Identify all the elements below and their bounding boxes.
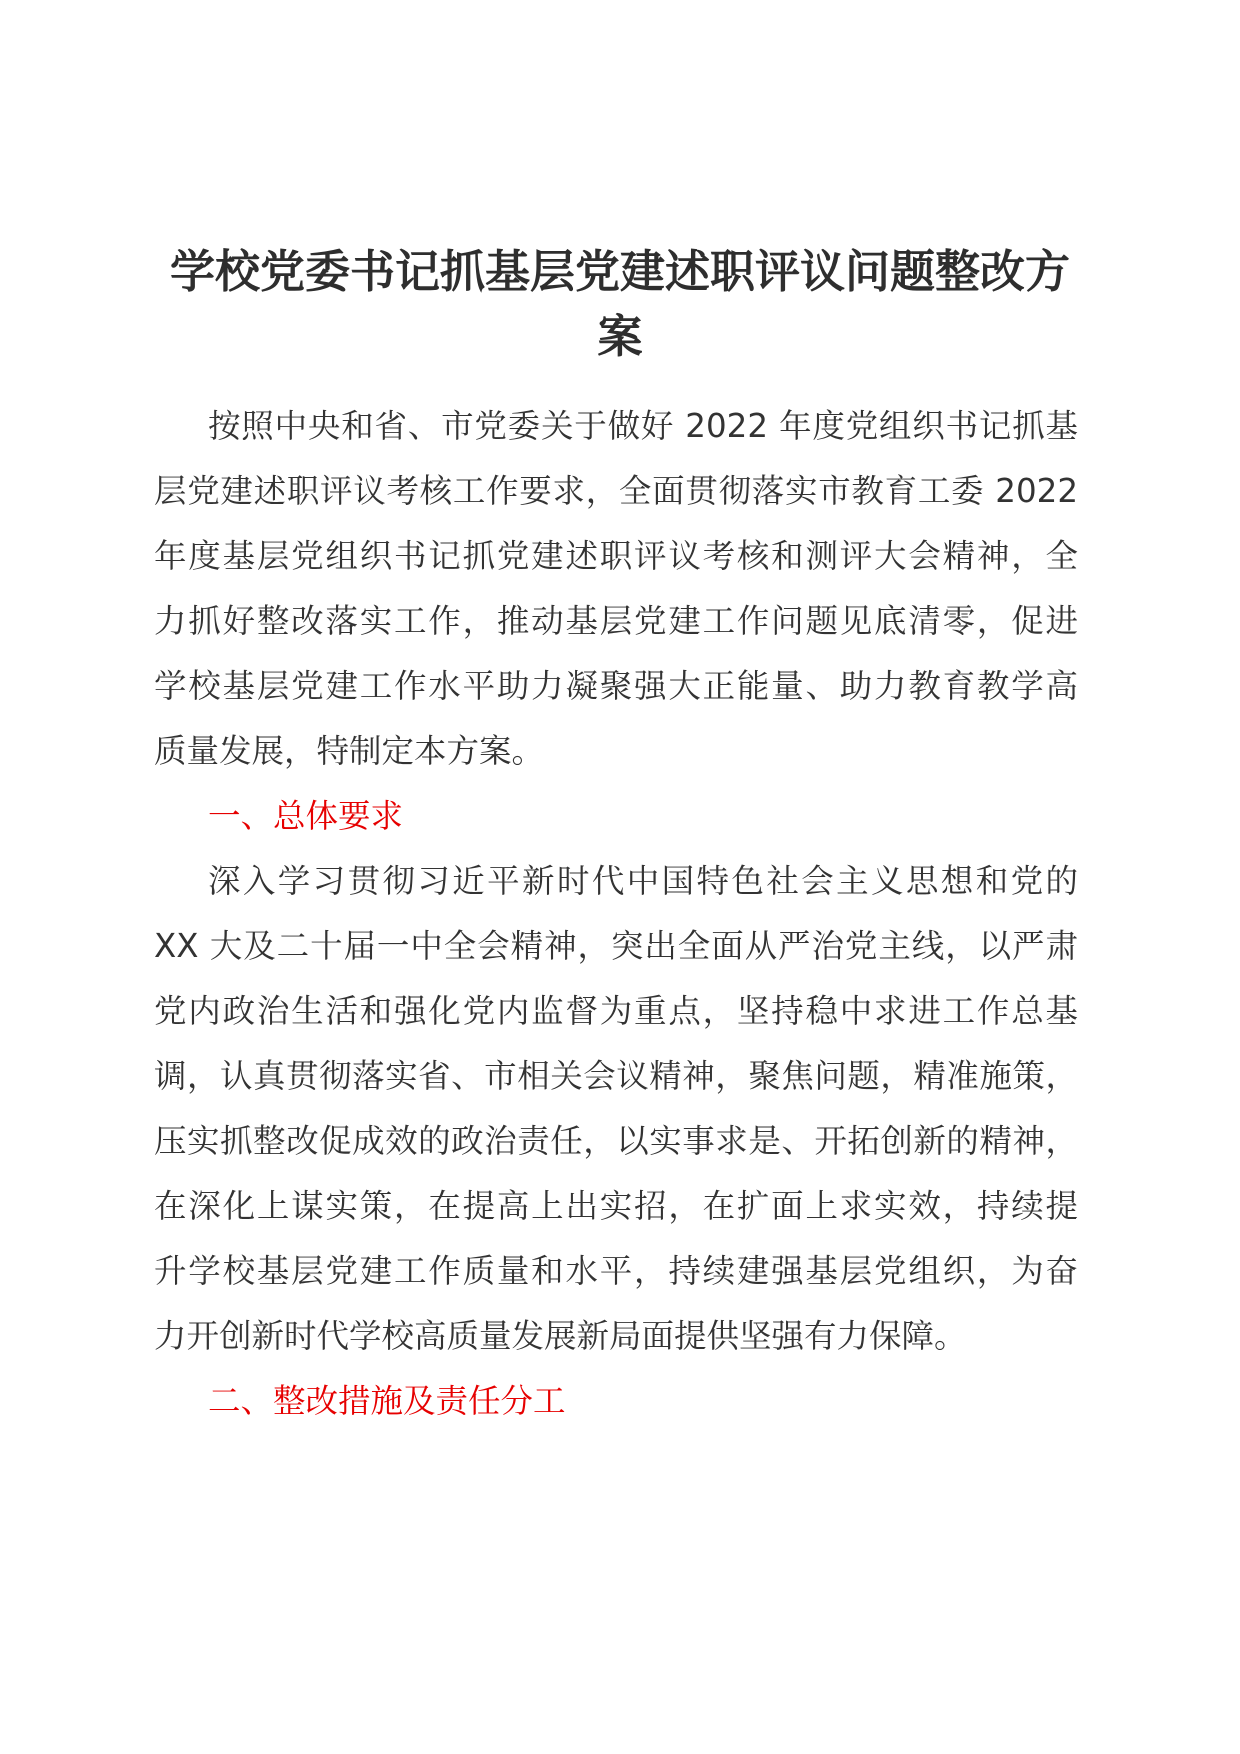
paragraph-line: 质量发展，特制定本方案。 xyxy=(154,732,545,770)
section-heading-overall-requirements: 一、总体要求 xyxy=(208,797,404,835)
document-body xyxy=(154,394,1078,1434)
paragraph-line: 按照中央和省、市党委关于做好 2022 年度党组织书记抓基 xyxy=(208,407,1078,445)
paragraph-line: 压实抓整改促成效的政治责任，以实事求是、开拓创新的精神， xyxy=(154,1122,1078,1160)
paragraph-line: 深入学习贯彻习近平新时代中国特色社会主义思想和党的 xyxy=(208,862,1078,900)
paragraph-line: 层党建述职评议考核工作要求，全面贯彻落实市教育工委 2022 xyxy=(154,472,1078,510)
section-heading-rectification-measures: 二、整改措施及责任分工 xyxy=(208,1382,566,1420)
paragraph-line: 年度基层党组织书记抓党建述职评议考核和测评大会精神，全 xyxy=(154,537,1078,575)
paragraph-line: XX 大及二十届一中全会精神，突出全面从严治党主线，以严肃 xyxy=(154,927,1078,965)
paragraph-line: 在深化上谋实策，在提高上出实招，在扩面上求实效，持续提 xyxy=(154,1187,1078,1225)
paragraph-line: 学校基层党建工作水平助力凝聚强大正能量、助力教育教学高 xyxy=(154,667,1078,705)
overall-requirements-paragraph xyxy=(154,849,1078,1369)
document-title xyxy=(0,239,1240,369)
paragraph-line: 升学校基层党建工作质量和水平，持续建强基层党组织，为奋 xyxy=(154,1252,1078,1290)
title-line-1: 学校党委书记抓基层党建述职评议问题整改方 xyxy=(169,245,1070,298)
intro-paragraph xyxy=(154,394,1078,784)
paragraph-line: 党内政治生活和强化党内监督为重点，坚持稳中求进工作总基 xyxy=(154,992,1078,1030)
paragraph-line: 力抓好整改落实工作，推动基层党建工作问题见底清零，促进 xyxy=(154,602,1078,640)
title-line-2: 案 xyxy=(597,310,643,363)
paragraph-line: 力开创新时代学校高质量发展新局面提供坚强有力保障。 xyxy=(154,1317,967,1355)
paragraph-line: 调，认真贯彻落实省、市相关会议精神，聚焦问题，精准施策， xyxy=(154,1057,1078,1095)
